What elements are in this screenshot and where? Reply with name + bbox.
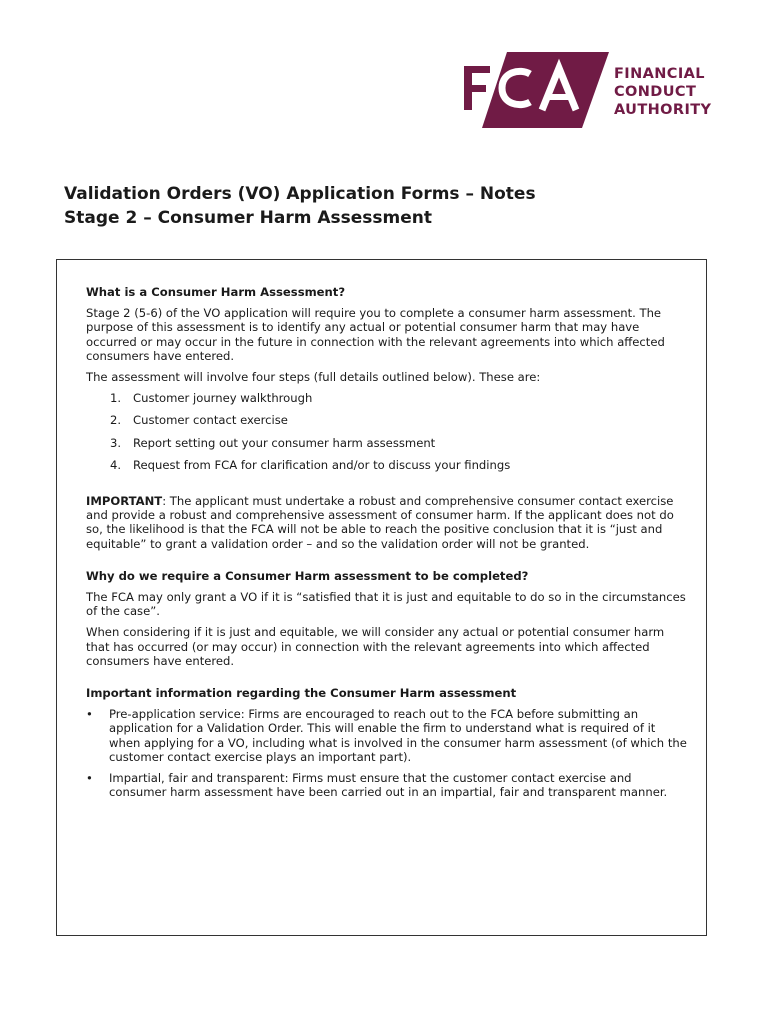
list-item (86, 707, 690, 764)
bullet-text: Impartial, fair and transparent: Firms must ensure that the customer contact exercise and consumer harm assessment have been carried out in an impartial, fair and transparent manner. (109, 771, 668, 800)
logo-line-1: FINANCIAL (614, 66, 705, 82)
step-number: 4. (110, 457, 122, 472)
logo-line-2: CONDUCT (614, 84, 697, 100)
step-number: 1. (110, 391, 122, 406)
list-item (86, 413, 690, 427)
section-2-para-2: When considering if it is just and equitable, we will consider any actual or potential consumer harm that has occurred (or may occur) in connection with the relevant agreements into which affected consumers have entered. (86, 625, 665, 668)
section-2-para-1: The FCA may only grant a VO if it is “satisfied that it is just and equitable to do so in the circumstances of the case”. (86, 590, 686, 619)
step-text: Customer journey walkthrough (133, 391, 313, 406)
steps-list (86, 391, 690, 472)
title-line-2: Stage 2 – Consumer Harm Assessment (64, 208, 432, 228)
list-item (86, 771, 690, 799)
list-item (86, 458, 690, 472)
section-1-heading: What is a Consumer Harm Assessment? (86, 285, 346, 299)
bullet-icon: • (86, 771, 93, 786)
notes-content (86, 285, 690, 806)
step-text: Report setting out your consumer harm assessment (133, 435, 436, 450)
list-item (86, 436, 690, 450)
list-item (86, 391, 690, 405)
logo-wordmark (614, 65, 711, 119)
step-text: Customer contact exercise (133, 413, 288, 428)
section-1-para-1: Stage 2 (5-6) of the VO application will require you to complete a consumer harm assessment. The purpose of this assessment is to identify any actual or potential consumer harm that may have occurred or may occur in the future in connection with the relevant agreements into which affected consumers have entered. (86, 306, 665, 363)
step-number: 3. (110, 435, 122, 450)
step-text: Request from FCA for clarification and/or to discuss your findings (133, 457, 511, 472)
fca-logo-mark (464, 52, 609, 128)
bullet-text: Pre-application service: Firms are encouraged to reach out to the FCA before submitting an application for a Validation Order. This will enable the firm to understand what is required of it when applying for a VO, including what is involved in the consumer harm assessment (of which the customer contact exercise plays an important part). (109, 707, 687, 764)
important-notice (86, 494, 690, 551)
page-title (64, 182, 536, 230)
bullet-icon: • (86, 707, 93, 722)
section-1-para-2: The assessment will involve four steps (full details outlined below). These are: (86, 370, 541, 385)
step-number: 2. (110, 413, 122, 428)
info-bullets (86, 707, 690, 799)
important-label: IMPORTANT (86, 494, 163, 509)
fca-logo (464, 52, 724, 128)
title-line-1: Validation Orders (VO) Application Forms – Notes (64, 184, 536, 204)
important-text: : The applicant must undertake a robust and comprehensive consumer contact exercise and provide a robust and comprehensive assessment of consumer harm. If the applicant does not do so, the likelihood is that the FCA will not be able to reach the positive conclusion that it is “just and equitable” to grant a validation order – and so the validation order will not be granted. (86, 494, 674, 551)
logo-line-3: AUTHORITY (614, 102, 712, 118)
section-2-heading: Why do we require a Consumer Harm assessment to be completed? (86, 568, 529, 583)
section-3-heading: Important information regarding the Consumer Harm assessment (86, 686, 517, 701)
